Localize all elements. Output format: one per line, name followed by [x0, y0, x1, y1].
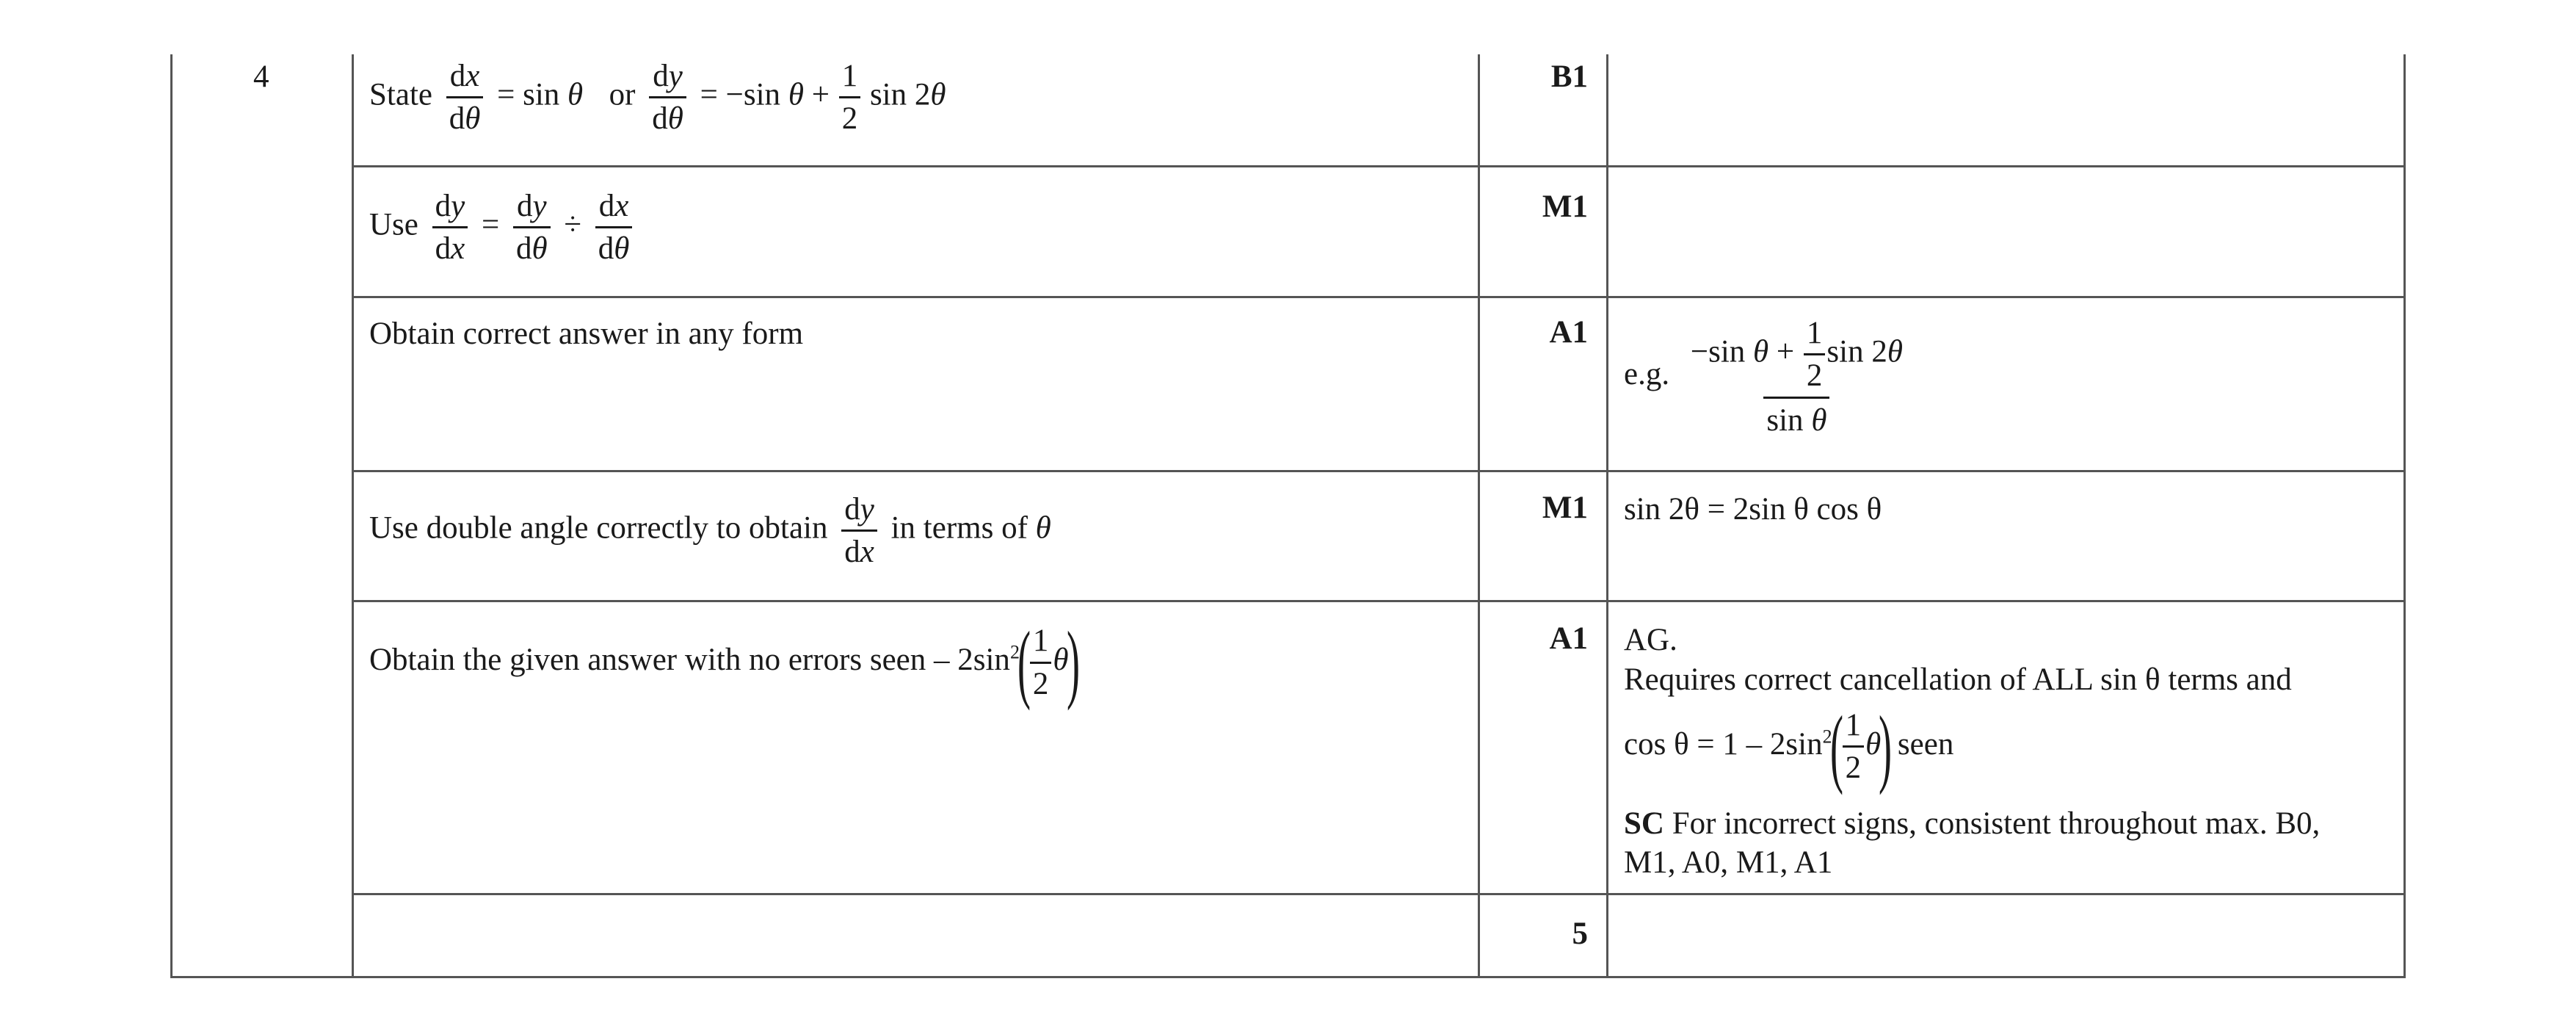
- answer-row-1: State $\frac{dx}{d\theta}$ = sin θ or $\frac{dy}{d\theta}$ = −sin θ + $\frac{1}{2}$ sin 2θ: [369, 59, 946, 137]
- guidance-cos-identity: $\cos \theta = 1 - 2\sin^2$( $\frac{1}{2}$ θ) seen: [1624, 697, 1954, 795]
- row-divider-1: [352, 165, 2406, 167]
- half-fraction: $\frac{1}{2}$: [839, 59, 861, 137]
- guidance-requires: Requires correct cancellation of ALL sin θ terms and: [1624, 662, 2292, 697]
- mark-row-3: A1: [1549, 315, 1588, 350]
- answer-row-4-suffix: in terms of: [890, 510, 1028, 546]
- dy-dx-fraction-3: $\frac{dy}{dx}$: [841, 492, 877, 570]
- table-divider-question: [352, 54, 354, 978]
- answer-row-4: Use double angle correctly to obtain $\frac{dy}{dx}$ in terms of θ: [369, 492, 1051, 570]
- table-border-bottom: [170, 976, 2406, 978]
- dx-dtheta-fraction: $\frac{dx}{d\theta}$: [446, 59, 484, 137]
- question-number: 4: [253, 59, 269, 94]
- dy-dx-fraction: $\frac{dy}{dx}$: [432, 189, 468, 267]
- answer-row-1-prefix: State: [369, 77, 432, 112]
- dx-dtheta-fraction-2: $\frac{dx}{d\theta}$: [595, 189, 633, 267]
- mark-row-1: B1: [1550, 59, 1588, 94]
- dy-dtheta-fraction-2: $\frac{dy}{d\theta}$: [513, 189, 551, 267]
- guidance-sc-text: For incorrect signs, consistent throughout max. B0,: [1672, 806, 2321, 841]
- answer-row-5: Obtain the given answer with no errors seen – $2\sin^2$( $\frac{1}{2}$ θ): [369, 613, 1080, 711]
- guidance-row-5: [1624, 621, 2320, 883]
- guidance-cos-prefix: cos θ = 1 – 2sin: [1624, 726, 1823, 762]
- mark-row-2: M1: [1542, 189, 1588, 224]
- row-divider-5: [352, 893, 2406, 895]
- row-divider-2: [352, 296, 2406, 298]
- answer-row-5-prefix: Obtain the given answer with no errors seen – 2sin: [369, 642, 1010, 677]
- answer-row-3: Obtain correct answer in any form: [369, 317, 804, 351]
- example-answer-fraction: −sin θ + $\frac{1}{2}$ sin 2θ sin θ: [1690, 316, 1903, 438]
- answer-row-1-or: or: [609, 77, 636, 112]
- mark-row-5: A1: [1549, 621, 1588, 656]
- guidance-ag: AG.: [1624, 623, 1677, 657]
- table-border-left: [170, 54, 173, 978]
- row-divider-3: [352, 470, 2406, 472]
- guidance-cos-suffix: seen: [1897, 726, 1954, 762]
- guidance-sc-label: SC: [1624, 806, 1664, 841]
- answer-row-4-prefix: Use double angle correctly to obtain: [369, 510, 828, 546]
- table-border-right: [2403, 54, 2406, 978]
- dy-dtheta-fraction: $\frac{dy}{d\theta}$: [649, 59, 686, 137]
- mark-row-4: M1: [1542, 491, 1588, 525]
- table-divider-marks: [1606, 54, 1608, 978]
- answer-row-2: Use $\frac{dy}{dx}$ = $\frac{dy}{d\theta}$ ÷ $\frac{dx}{d\theta}$: [369, 189, 638, 267]
- guidance-sc-text-2: M1, A0, M1, A1: [1624, 845, 1833, 881]
- guidance-row-3: [1624, 316, 1916, 438]
- guidance-row-3-prefix: e.g.: [1624, 356, 1670, 391]
- answer-row-2-prefix: Use: [369, 207, 418, 242]
- guidance-special-case: [1624, 804, 2320, 844]
- total-marks: 5: [1572, 916, 1588, 951]
- guidance-row-4: sin 2θ = 2sin θ cos θ: [1624, 492, 1882, 527]
- row-divider-4: [352, 600, 2406, 602]
